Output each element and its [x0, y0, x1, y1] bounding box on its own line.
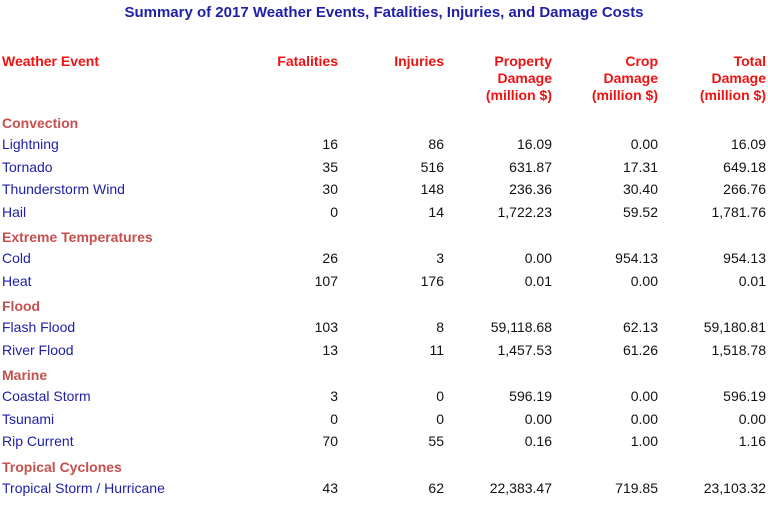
cell-injuries: 3: [436, 250, 444, 267]
cell-injuries: 11: [429, 341, 444, 358]
cell-crop: 0.00: [630, 272, 658, 289]
header-property-line: (million $): [485, 87, 552, 103]
header-injuries: Injuries: [394, 53, 444, 69]
table-row: [2, 385, 766, 408]
cell-event: Flash Flood: [2, 319, 76, 336]
header-fatalities: Fatalities: [277, 53, 338, 69]
cell-property: 596.19: [509, 388, 552, 405]
cell-event: River Flood: [2, 341, 74, 358]
header-property-line: Property: [494, 53, 552, 69]
cell-injuries: 516: [420, 158, 444, 175]
cell-injuries: 0: [436, 410, 444, 427]
cell-total: 16.09: [730, 136, 766, 153]
cell-event: Tsunami: [2, 410, 55, 427]
cell-property: 22,383.47: [489, 479, 552, 496]
category-heading: Convection: [2, 115, 79, 131]
table-row: [2, 477, 766, 500]
cell-injuries: 55: [428, 433, 444, 450]
cell-fatalities: 0: [330, 203, 338, 220]
page-title: Summary of 2017 Weather Events, Fatalities, Injuries, and Damage Costs: [124, 4, 644, 21]
cell-property: 59,118.68: [490, 319, 552, 336]
header-total-line: Damage: [711, 70, 766, 86]
cell-fatalities: 13: [322, 341, 338, 358]
header-total-damage: [658, 53, 766, 109]
table-row: [2, 316, 766, 339]
cell-crop: 30.40: [622, 181, 658, 198]
weather-summary-table: [2, 53, 766, 499]
cell-fatalities: 107: [314, 272, 338, 289]
cell-property: 236.36: [509, 181, 552, 198]
cell-injuries: 0: [436, 388, 444, 405]
category-heading: Tropical Cyclones: [2, 458, 122, 475]
cell-event: Lightning: [2, 136, 59, 153]
table-row: [2, 178, 766, 201]
table-row: [2, 133, 766, 156]
header-property-damage: [444, 53, 552, 109]
cell-event: Tropical Storm / Hurricane: [2, 479, 165, 496]
cell-total: 596.19: [723, 388, 766, 405]
cell-property: 1,722.23: [497, 203, 552, 220]
cell-property: 0.01: [524, 272, 552, 289]
cell-total: 1.16: [738, 433, 766, 450]
cell-crop: 17.31: [622, 158, 658, 175]
cell-total: 266.76: [723, 181, 766, 198]
header-total-line: (million $): [699, 87, 766, 103]
cell-event: Tornado: [2, 158, 53, 175]
table-row: [2, 270, 766, 293]
cell-injuries: 86: [428, 136, 444, 153]
table-row: [2, 247, 766, 270]
cell-injuries: 8: [436, 319, 444, 336]
cell-total: 649.18: [723, 158, 766, 175]
table-row: [2, 408, 766, 431]
cell-event: Hail: [2, 203, 27, 220]
cell-crop: 719.85: [615, 479, 658, 496]
cell-crop: 1.00: [630, 433, 658, 450]
category-row: [2, 223, 766, 247]
header-crop-damage: [552, 53, 658, 109]
cell-fatalities: 16: [322, 136, 338, 153]
cell-event: Thunderstorm Wind: [2, 181, 125, 198]
cell-fatalities: 3: [330, 388, 338, 405]
cell-total: 59,180.81: [703, 319, 766, 336]
cell-fatalities: 70: [322, 433, 338, 450]
cell-total: 954.13: [723, 250, 766, 267]
cell-fatalities: 26: [322, 250, 338, 267]
table-row: [2, 339, 766, 362]
cell-injuries: 148: [420, 181, 444, 198]
table-row: [2, 430, 766, 453]
header-total-line: Total: [733, 53, 766, 69]
cell-event: Rip Current: [2, 433, 74, 450]
cell-injuries: 14: [428, 203, 444, 220]
cell-property: 0.00: [524, 250, 552, 267]
header-property-line: Damage: [497, 70, 552, 86]
cell-crop: 0.00: [630, 410, 658, 427]
cell-event: Coastal Storm: [2, 388, 91, 405]
cell-property: 16.09: [516, 136, 552, 153]
header-crop-line: Crop: [625, 53, 658, 69]
cell-crop: 59.52: [622, 203, 658, 220]
header-weather-event: Weather Event: [2, 53, 99, 69]
cell-injuries: 176: [420, 272, 444, 289]
cell-property: 0.00: [524, 410, 552, 427]
cell-total: 0.01: [738, 272, 766, 289]
category-row: [2, 453, 766, 477]
header-row: [2, 53, 766, 109]
header-crop-line: Damage: [603, 70, 658, 86]
cell-property: 0.16: [524, 433, 552, 450]
cell-total: 1,781.76: [711, 203, 766, 220]
cell-crop: 0.00: [630, 388, 658, 405]
cell-crop: 62.13: [622, 319, 658, 336]
category-heading: Flood: [2, 298, 41, 314]
cell-fatalities: 43: [322, 479, 338, 496]
cell-fatalities: 0: [330, 410, 338, 427]
cell-property: 1,457.53: [497, 341, 552, 358]
cell-fatalities: 103: [314, 319, 338, 336]
table-row: [2, 156, 766, 179]
category-row: [2, 109, 766, 133]
cell-event: Cold: [2, 250, 31, 267]
cell-crop: 61.26: [622, 341, 658, 358]
cell-event: Heat: [2, 272, 32, 289]
header-crop-line: (million $): [591, 87, 658, 103]
category-heading: Extreme Temperatures: [2, 229, 153, 245]
cell-total: 0.00: [738, 410, 766, 427]
cell-fatalities: 30: [322, 181, 338, 198]
cell-total: 23,103.32: [703, 479, 766, 496]
cell-fatalities: 35: [322, 158, 338, 175]
category-row: [2, 292, 766, 316]
table-row: [2, 201, 766, 224]
category-row: [2, 361, 766, 385]
category-heading: Marine: [2, 367, 48, 383]
cell-crop: 0.00: [630, 136, 658, 153]
cell-total: 1,518.78: [711, 341, 766, 358]
cell-injuries: 62: [428, 479, 444, 496]
cell-crop: 954.13: [615, 250, 658, 267]
cell-property: 631.87: [509, 158, 552, 175]
